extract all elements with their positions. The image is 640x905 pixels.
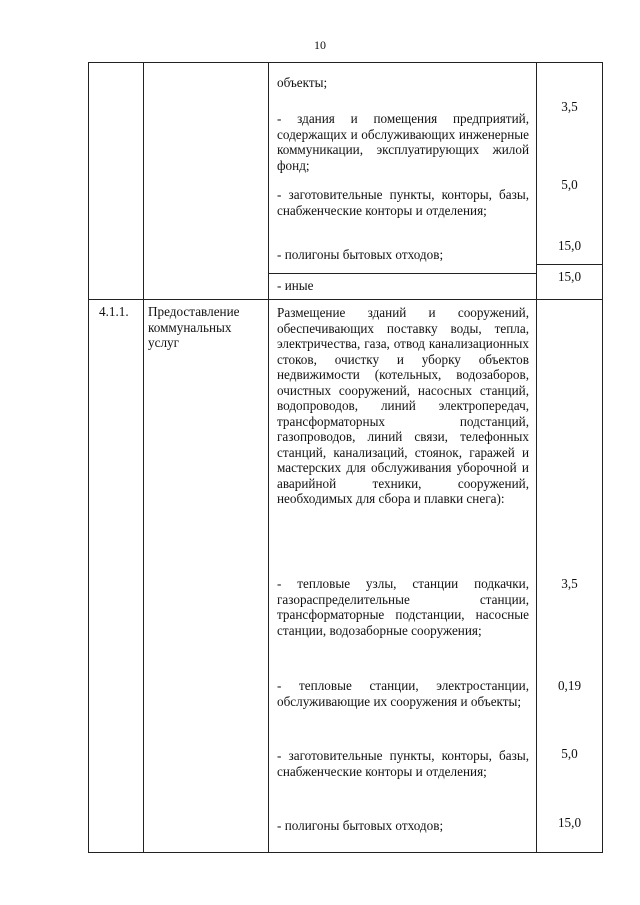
description-item [269, 576, 536, 656]
item-separator [269, 273, 536, 274]
item-value: 15,0 [557, 814, 582, 830]
value-cell [537, 300, 603, 853]
row-name-cell [144, 63, 269, 300]
row-number: 4.1.1. [99, 304, 129, 319]
description-item [269, 111, 536, 175]
description-item [269, 278, 536, 294]
zoning-table [88, 62, 603, 853]
item-value: 15,0 [557, 268, 582, 284]
table-row [89, 63, 603, 300]
item-value: 15,0 [557, 238, 582, 253]
description-cell [269, 63, 537, 300]
item-text: объекты; [277, 75, 328, 90]
description-item [269, 818, 536, 834]
value-separator [537, 264, 602, 265]
item-value: 5,0 [561, 746, 578, 761]
item-text: - заготовительные пункты, конторы, базы, снабженческие конторы и отделения; [277, 187, 529, 218]
description-cell [269, 300, 537, 853]
item-text: - здания и помещения предприятий, содержащих и обслуживающих инженерные коммуникации, эксплуатирующих жилой фонд; [277, 111, 529, 173]
row-number-cell [89, 300, 144, 853]
row-name-cell [144, 300, 269, 853]
table-row [89, 300, 603, 853]
description-item [269, 247, 536, 263]
description-item [269, 305, 536, 554]
page-number: 10 [314, 38, 326, 52]
description-item [269, 75, 536, 99]
item-value: 0,19 [557, 677, 582, 693]
item-text: Размещение зданий и сооружений, обеспечивающих поставку воды, тепла, электричества, газа, отвод канализационных стоков, очистку и уборку объектов недвижимости (котельных, водозаборов, очистных сооружений, насосных станций, водопроводов, линий электропередач, трансформаторных подстанций, газопроводов, линий связи, телефонных станций, канализаций, стоянок, гаражей и мастерских для обслуживания уборочной и аварийной техники, сооружений, необходимых для сбора и плавки снега): [277, 305, 529, 506]
item-value: 5,0 [561, 176, 578, 192]
item-text: - тепловые станции, электростанции, обслуживающие их сооружения и объекты; [277, 678, 529, 709]
item-text: - тепловые узлы, станции подкачки, газораспределительные станции, трансформаторные подстанции, насосные станции, водозаборные сооружения; [277, 576, 529, 638]
description-item [269, 678, 536, 726]
row-name: Предоставление коммунальных услуг [148, 304, 240, 350]
item-text: - полигоны бытовых отходов; [277, 818, 444, 833]
description-item [269, 187, 536, 237]
item-text: - полигоны бытовых отходов; [277, 247, 444, 262]
item-value: 3,5 [561, 576, 578, 591]
item-text: - иные [277, 278, 314, 293]
row-number-cell [89, 63, 144, 300]
description-item [269, 748, 536, 796]
value-cell [537, 63, 603, 300]
item-value: 3,5 [561, 99, 578, 114]
item-text: - заготовительные пункты, конторы, базы, снабженческие конторы и отделения; [277, 748, 529, 779]
